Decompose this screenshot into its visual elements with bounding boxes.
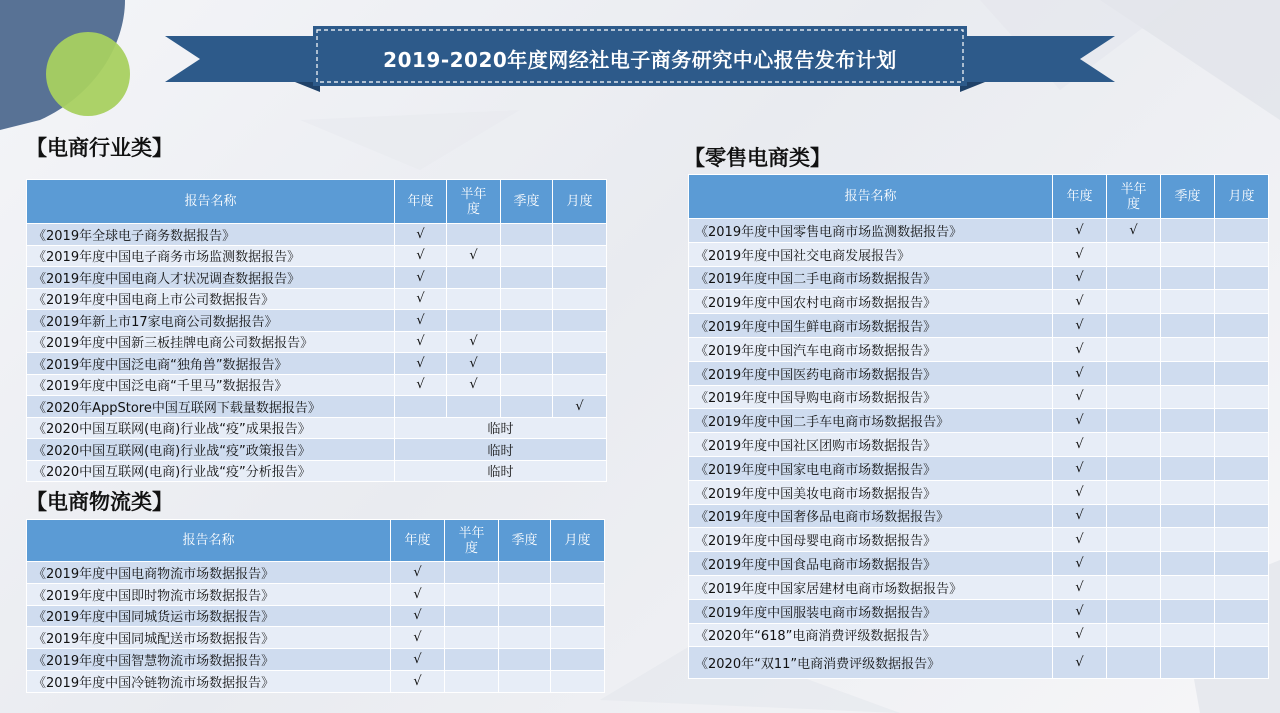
annual-mark-cell: √ — [391, 649, 445, 671]
header-monthly: 月度 — [553, 180, 607, 224]
report-name-cell: 《2019年度中国家居建材电商市场数据报告》 — [689, 575, 1053, 599]
half-year-mark-cell — [445, 627, 499, 649]
report-name-cell: 《2019年度中国电子商务市场监测数据报告》 — [27, 245, 395, 267]
header-quarterly: 季度 — [499, 520, 551, 562]
report-name-cell: 《2019年全球电子商务数据报告》 — [27, 224, 395, 246]
section-title-industry: 【电商行业类】 — [26, 136, 173, 160]
monthly-mark-cell — [551, 605, 605, 627]
table-row — [27, 460, 607, 482]
half-year-mark-cell: √ — [447, 353, 501, 375]
half-year-mark-cell — [1107, 456, 1161, 480]
annual-mark-cell: √ — [1053, 266, 1107, 290]
annual-mark-cell — [395, 396, 447, 418]
monthly-mark-cell — [1215, 290, 1269, 314]
report-name-cell: 《2019年度中国导购电商市场数据报告》 — [689, 385, 1053, 409]
report-name-cell: 《2019年度中国汽车电商市场数据报告》 — [689, 337, 1053, 361]
report-name-cell: 《2019年度中国电商物流市场数据报告》 — [27, 562, 391, 584]
report-name-cell: 《2019年度中国电商人才状况调查数据报告》 — [27, 267, 395, 289]
half-year-mark-cell — [447, 288, 501, 310]
half-year-mark-cell — [447, 310, 501, 332]
banner-title: 2019-2020年度网经社电子商务研究中心报告发布计划 — [383, 47, 897, 72]
quarterly-mark-cell — [501, 374, 553, 396]
header-report-name: 报告名称 — [27, 180, 395, 224]
half-year-mark-cell — [1107, 361, 1161, 385]
report-name-cell: 《2019年度中国服装电商市场数据报告》 — [689, 599, 1053, 623]
quarterly-mark-cell — [499, 649, 551, 671]
quarterly-mark-cell — [1161, 361, 1215, 385]
monthly-mark-cell — [1215, 385, 1269, 409]
monthly-mark-cell — [553, 310, 607, 332]
quarterly-mark-cell — [1161, 266, 1215, 290]
report-name-cell: 《2019年度中国食品电商市场数据报告》 — [689, 552, 1053, 576]
annual-mark-cell: √ — [395, 245, 447, 267]
table-row — [689, 290, 1269, 314]
monthly-mark-cell — [1215, 337, 1269, 361]
monthly-mark-cell — [553, 374, 607, 396]
header-half-year: 半年度 — [445, 520, 499, 562]
quarterly-mark-cell — [501, 310, 553, 332]
annual-mark-cell: √ — [395, 288, 447, 310]
report-name-cell: 《2019年度中国智慧物流市场数据报告》 — [27, 649, 391, 671]
monthly-mark-cell — [1215, 456, 1269, 480]
header-annual: 年度 — [391, 520, 445, 562]
report-name-cell: 《2019年度中国社交电商发展报告》 — [689, 242, 1053, 266]
half-year-mark-cell — [1107, 647, 1161, 679]
half-year-mark-cell: √ — [447, 331, 501, 353]
half-year-mark-cell — [1107, 480, 1161, 504]
half-year-mark-cell — [1107, 623, 1161, 647]
quarterly-mark-cell — [501, 267, 553, 289]
report-name-cell: 《2019年度中国二手车电商市场数据报告》 — [689, 409, 1053, 433]
table-row — [27, 627, 605, 649]
annual-mark-cell: √ — [1053, 242, 1107, 266]
table-row — [27, 310, 607, 332]
table-row — [27, 649, 605, 671]
table-row — [689, 623, 1269, 647]
half-year-mark-cell — [447, 267, 501, 289]
header-report-name: 报告名称 — [27, 520, 391, 562]
monthly-mark-cell — [1215, 504, 1269, 528]
annual-mark-cell: √ — [1053, 504, 1107, 528]
report-name-cell: 《2020中国互联网(电商)行业战“疫”分析报告》 — [27, 460, 395, 482]
report-name-cell: 《2019年度中国泛电商“独角兽”数据报告》 — [27, 353, 395, 375]
logistics-report-table — [26, 519, 605, 693]
report-name-cell: 《2019年度中国零售电商市场监测数据报告》 — [689, 219, 1053, 243]
quarterly-mark-cell — [499, 562, 551, 584]
half-year-mark-cell — [1107, 528, 1161, 552]
annual-mark-cell: √ — [1053, 219, 1107, 243]
quarterly-mark-cell — [1161, 575, 1215, 599]
header-monthly: 月度 — [551, 520, 605, 562]
monthly-mark-cell — [551, 562, 605, 584]
table-row — [27, 353, 607, 375]
header-annual: 年度 — [1053, 175, 1107, 219]
annual-mark-cell: √ — [1053, 385, 1107, 409]
monthly-mark-cell — [1215, 242, 1269, 266]
quarterly-mark-cell — [499, 583, 551, 605]
annual-mark-cell: √ — [1053, 599, 1107, 623]
half-year-mark-cell — [1107, 433, 1161, 457]
annual-mark-cell: √ — [1053, 480, 1107, 504]
report-name-cell: 《2020年“618”电商消费评级数据报告》 — [689, 623, 1053, 647]
title-banner — [165, 22, 1115, 94]
annual-mark-cell: √ — [1053, 528, 1107, 552]
half-year-mark-cell — [447, 224, 501, 246]
table-row — [689, 385, 1269, 409]
report-name-cell: 《2019年度中国即时物流市场数据报告》 — [27, 583, 391, 605]
monthly-mark-cell — [1215, 219, 1269, 243]
table-row — [689, 219, 1269, 243]
report-name-cell: 《2019年度中国奢侈品电商市场数据报告》 — [689, 504, 1053, 528]
table-row — [27, 417, 607, 439]
table-row — [27, 396, 607, 418]
report-name-cell: 《2020中国互联网(电商)行业战“疫”成果报告》 — [27, 417, 395, 439]
half-year-mark-cell — [445, 649, 499, 671]
quarterly-mark-cell — [499, 627, 551, 649]
report-name-cell: 《2019年度中国家电电商市场数据报告》 — [689, 456, 1053, 480]
report-name-cell: 《2019年度中国社区团购市场数据报告》 — [689, 433, 1053, 457]
annual-mark-cell: √ — [395, 267, 447, 289]
half-year-mark-cell — [445, 562, 499, 584]
monthly-mark-cell: √ — [553, 396, 607, 418]
section-title-retail: 【零售电商类】 — [684, 146, 831, 170]
monthly-mark-cell — [551, 627, 605, 649]
table-row — [689, 575, 1269, 599]
report-name-cell: 《2019年度中国农村电商市场数据报告》 — [689, 290, 1053, 314]
header-quarterly: 季度 — [501, 180, 553, 224]
half-year-mark-cell — [445, 605, 499, 627]
report-name-cell: 《2019年度中国医药电商市场数据报告》 — [689, 361, 1053, 385]
monthly-mark-cell — [553, 267, 607, 289]
table-row — [689, 409, 1269, 433]
report-name-cell: 《2020年“双11”电商消费评级数据报告》 — [689, 647, 1053, 679]
quarterly-mark-cell — [501, 396, 553, 418]
annual-mark-cell: √ — [1053, 314, 1107, 338]
table-row — [27, 267, 607, 289]
monthly-mark-cell — [1215, 528, 1269, 552]
quarterly-mark-cell — [1161, 433, 1215, 457]
half-year-mark-cell: √ — [447, 374, 501, 396]
half-year-mark-cell — [1107, 552, 1161, 576]
monthly-mark-cell — [551, 649, 605, 671]
table-row — [689, 599, 1269, 623]
half-year-mark-cell: √ — [1107, 219, 1161, 243]
table-row — [689, 528, 1269, 552]
half-year-mark-cell: √ — [447, 245, 501, 267]
monthly-mark-cell — [1215, 647, 1269, 679]
table-row — [689, 314, 1269, 338]
header-report-name: 报告名称 — [689, 175, 1053, 219]
header-quarterly: 季度 — [1161, 175, 1215, 219]
table-row — [689, 242, 1269, 266]
quarterly-mark-cell — [501, 331, 553, 353]
monthly-mark-cell — [553, 245, 607, 267]
monthly-mark-cell — [1215, 623, 1269, 647]
table-row — [27, 374, 607, 396]
table-row — [689, 504, 1269, 528]
quarterly-mark-cell — [1161, 647, 1215, 679]
quarterly-mark-cell — [1161, 290, 1215, 314]
annual-mark-cell: √ — [1053, 647, 1107, 679]
half-year-mark-cell — [445, 670, 499, 692]
report-name-cell: 《2019年度中国泛电商“千里马”数据报告》 — [27, 374, 395, 396]
monthly-mark-cell — [1215, 266, 1269, 290]
quarterly-mark-cell — [1161, 623, 1215, 647]
table-row — [27, 439, 607, 461]
monthly-mark-cell — [553, 331, 607, 353]
quarterly-mark-cell — [499, 605, 551, 627]
table-row — [689, 456, 1269, 480]
annual-mark-cell: √ — [391, 605, 445, 627]
report-name-cell: 《2019年度中国新三板挂牌电商公司数据报告》 — [27, 331, 395, 353]
half-year-mark-cell — [1107, 409, 1161, 433]
monthly-mark-cell — [551, 583, 605, 605]
header-half-year: 半年度 — [1107, 175, 1161, 219]
half-year-mark-cell — [1107, 385, 1161, 409]
half-year-mark-cell — [1107, 599, 1161, 623]
report-name-cell: 《2019年度中国同城配送市场数据报告》 — [27, 627, 391, 649]
quarterly-mark-cell — [1161, 456, 1215, 480]
half-year-mark-cell — [1107, 314, 1161, 338]
annual-mark-cell: √ — [1053, 433, 1107, 457]
annual-mark-cell: √ — [391, 562, 445, 584]
header-half-year: 半年度 — [447, 180, 501, 224]
annual-mark-cell: √ — [1053, 456, 1107, 480]
quarterly-mark-cell — [1161, 599, 1215, 623]
table-row — [27, 605, 605, 627]
half-year-mark-cell — [1107, 266, 1161, 290]
annual-mark-cell: √ — [1053, 575, 1107, 599]
report-name-cell: 《2019年度中国美妆电商市场数据报告》 — [689, 480, 1053, 504]
table-row — [689, 552, 1269, 576]
report-name-cell: 《2020中国互联网(电商)行业战“疫”政策报告》 — [27, 439, 395, 461]
half-year-mark-cell — [1107, 575, 1161, 599]
quarterly-mark-cell — [1161, 528, 1215, 552]
monthly-mark-cell — [1215, 409, 1269, 433]
monthly-mark-cell — [1215, 480, 1269, 504]
quarterly-mark-cell — [1161, 504, 1215, 528]
table-row — [689, 647, 1269, 679]
monthly-mark-cell — [1215, 433, 1269, 457]
table-row — [689, 337, 1269, 361]
table-row — [27, 562, 605, 584]
section-title-logistics: 【电商物流类】 — [26, 490, 173, 514]
half-year-mark-cell — [1107, 504, 1161, 528]
table-row — [689, 433, 1269, 457]
monthly-mark-cell — [1215, 599, 1269, 623]
monthly-mark-cell — [1215, 314, 1269, 338]
quarterly-mark-cell — [1161, 552, 1215, 576]
table-row — [27, 224, 607, 246]
quarterly-mark-cell — [1161, 242, 1215, 266]
report-name-cell: 《2020年AppStore中国互联网下载量数据报告》 — [27, 396, 395, 418]
quarterly-mark-cell — [1161, 219, 1215, 243]
table-row — [27, 670, 605, 692]
report-name-cell: 《2019年度中国生鲜电商市场数据报告》 — [689, 314, 1053, 338]
quarterly-mark-cell — [1161, 480, 1215, 504]
retail-report-table — [688, 174, 1269, 679]
annual-mark-cell: √ — [395, 331, 447, 353]
table-row — [689, 480, 1269, 504]
report-name-cell: 《2019年度中国冷链物流市场数据报告》 — [27, 670, 391, 692]
quarterly-mark-cell — [501, 245, 553, 267]
quarterly-mark-cell — [501, 353, 553, 375]
industry-report-table — [26, 179, 607, 482]
monthly-mark-cell — [553, 224, 607, 246]
annual-mark-cell: √ — [395, 353, 447, 375]
quarterly-mark-cell — [1161, 314, 1215, 338]
annual-mark-cell: √ — [391, 627, 445, 649]
annual-mark-cell: √ — [1053, 623, 1107, 647]
frequency-temporary-cell: 临时 — [395, 460, 607, 482]
monthly-mark-cell — [553, 288, 607, 310]
report-name-cell: 《2019年度中国二手电商市场数据报告》 — [689, 266, 1053, 290]
quarterly-mark-cell — [1161, 385, 1215, 409]
table-row — [689, 361, 1269, 385]
table-row — [27, 288, 607, 310]
table-row — [27, 245, 607, 267]
annual-mark-cell: √ — [1053, 552, 1107, 576]
frequency-temporary-cell: 临时 — [395, 439, 607, 461]
report-name-cell: 《2019年新上市17家电商公司数据报告》 — [27, 310, 395, 332]
quarterly-mark-cell — [501, 224, 553, 246]
monthly-mark-cell — [1215, 575, 1269, 599]
report-name-cell: 《2019年度中国母婴电商市场数据报告》 — [689, 528, 1053, 552]
half-year-mark-cell — [447, 396, 501, 418]
frequency-temporary-cell: 临时 — [395, 417, 607, 439]
monthly-mark-cell — [553, 353, 607, 375]
annual-mark-cell: √ — [391, 670, 445, 692]
quarterly-mark-cell — [499, 670, 551, 692]
annual-mark-cell: √ — [391, 583, 445, 605]
half-year-mark-cell — [1107, 290, 1161, 314]
quarterly-mark-cell — [1161, 337, 1215, 361]
monthly-mark-cell — [551, 670, 605, 692]
monthly-mark-cell — [1215, 361, 1269, 385]
table-row — [27, 583, 605, 605]
half-year-mark-cell — [1107, 337, 1161, 361]
quarterly-mark-cell — [1161, 409, 1215, 433]
table-row — [27, 331, 607, 353]
table-row — [689, 266, 1269, 290]
quarterly-mark-cell — [501, 288, 553, 310]
annual-mark-cell: √ — [1053, 361, 1107, 385]
monthly-mark-cell — [1215, 552, 1269, 576]
header-annual: 年度 — [395, 180, 447, 224]
annual-mark-cell: √ — [395, 310, 447, 332]
annual-mark-cell: √ — [395, 374, 447, 396]
annual-mark-cell: √ — [1053, 337, 1107, 361]
header-monthly: 月度 — [1215, 175, 1269, 219]
annual-mark-cell: √ — [1053, 409, 1107, 433]
report-name-cell: 《2019年度中国电商上市公司数据报告》 — [27, 288, 395, 310]
table-header-row — [27, 180, 607, 224]
annual-mark-cell: √ — [395, 224, 447, 246]
half-year-mark-cell — [1107, 242, 1161, 266]
report-name-cell: 《2019年度中国同城货运市场数据报告》 — [27, 605, 391, 627]
table-header-row — [689, 175, 1269, 219]
annual-mark-cell: √ — [1053, 290, 1107, 314]
half-year-mark-cell — [445, 583, 499, 605]
table-header-row — [27, 520, 605, 562]
